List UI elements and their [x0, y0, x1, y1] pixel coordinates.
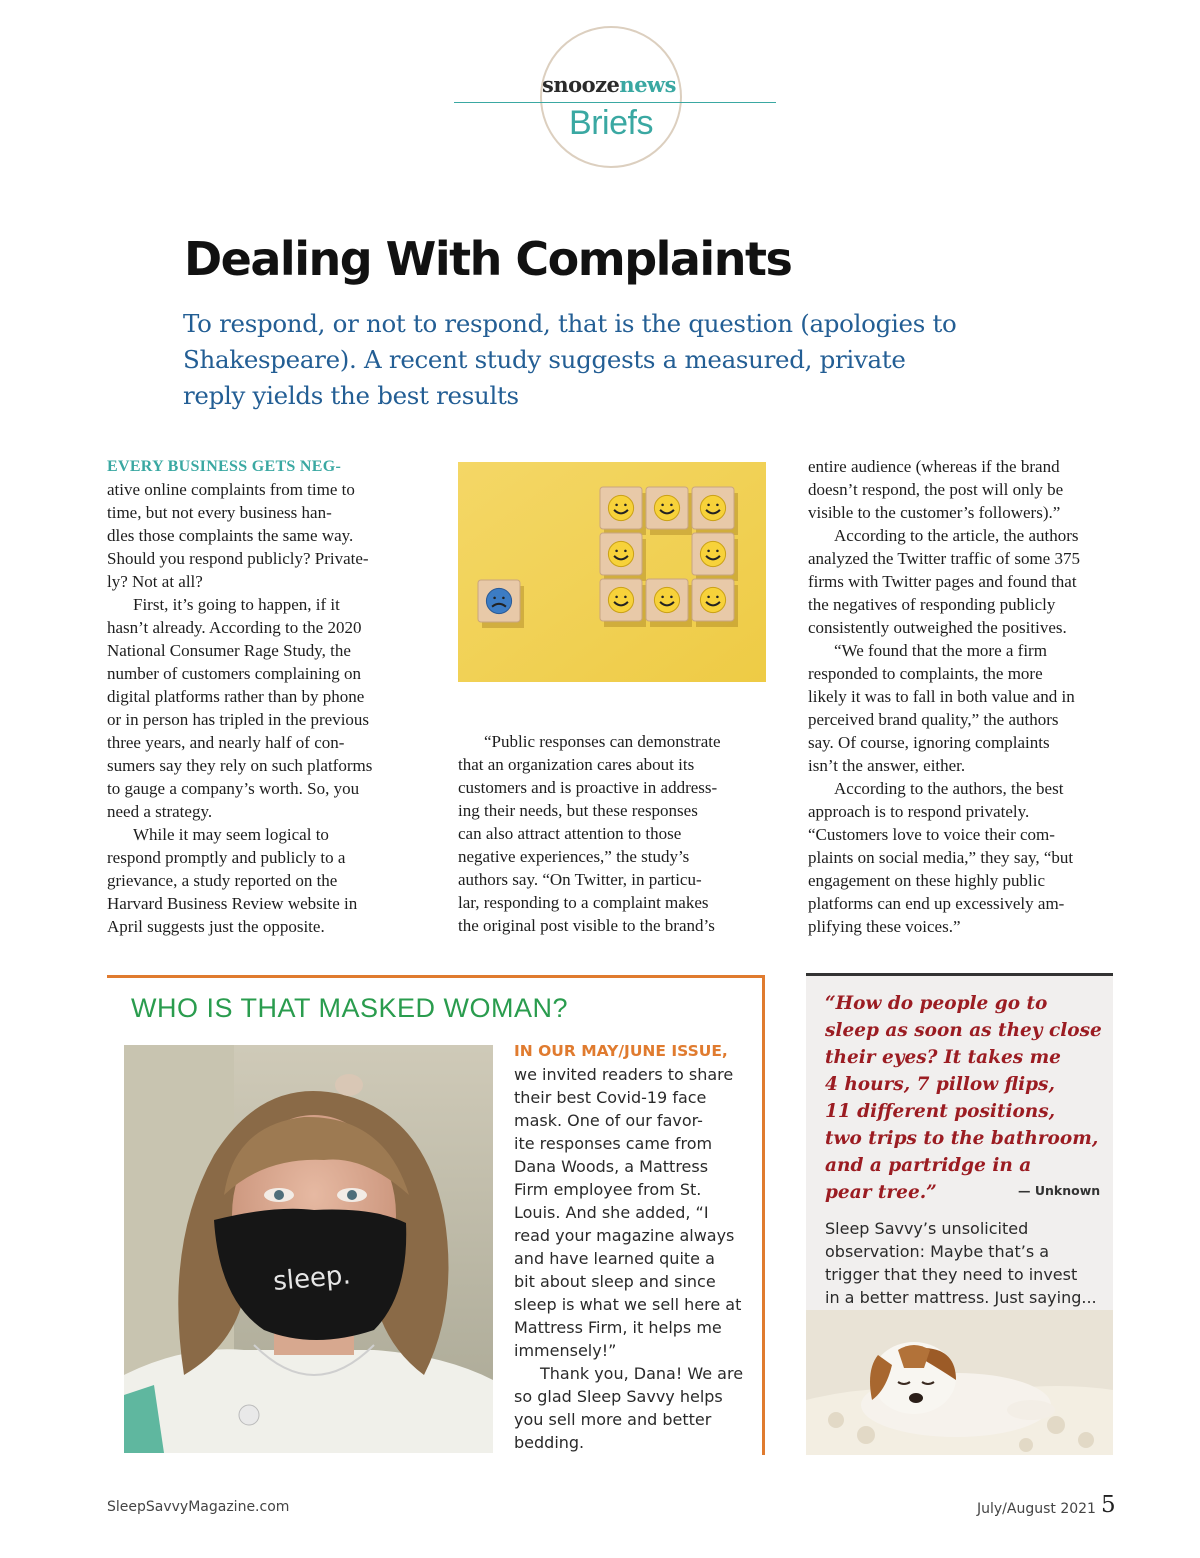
sidebar-line: and have learned quite a	[514, 1249, 715, 1268]
body-line: “Public responses can demonstrate	[484, 732, 721, 751]
body-line: can also attract attention to those	[458, 824, 682, 843]
body-line: need a strategy.	[107, 802, 213, 821]
sidebar-line: Firm employee from St.	[514, 1180, 702, 1199]
smiley-block	[600, 579, 646, 627]
body-line: approach is to respond privately.	[808, 802, 1030, 821]
body-line: Harvard Business Review website in	[107, 894, 358, 913]
body-line: respond promptly and publicly to a	[107, 848, 346, 867]
body-line: digital platforms rather than by phone	[107, 687, 365, 706]
body-line: visible to the customer’s followers).”	[808, 503, 1061, 522]
section-label: Briefs	[569, 104, 653, 142]
quote-line: “How do people go to	[825, 993, 1048, 1014]
smiley-block	[692, 579, 738, 627]
quote-line: sleep as soon as they close	[825, 1020, 1102, 1041]
sidebar-line: bedding.	[514, 1433, 585, 1452]
body-line: responded to complaints, the more	[808, 664, 1043, 683]
observation-line: in a better mattress. Just saying...	[825, 1288, 1097, 1307]
masked-woman-illustration	[124, 1045, 493, 1453]
article-column-2	[458, 730, 778, 937]
body-line: or in person has tripled in the previous	[107, 710, 370, 729]
body-line: ing their needs, but these responses	[458, 801, 698, 820]
sidebar-line: mask. One of our favor-	[514, 1111, 703, 1130]
body-line: platforms can end up excessively am-	[808, 894, 1065, 913]
smiley-block	[646, 579, 692, 627]
masked-woman-text	[514, 1040, 754, 1454]
sidebar-line: we invited readers to share	[514, 1065, 734, 1084]
smiley-block	[600, 533, 646, 581]
smiley-blocks-illustration	[458, 462, 766, 682]
body-line: to gauge a company’s worth. So, you	[107, 779, 360, 798]
mask-print-text: sleep.	[271, 1260, 352, 1297]
body-line: ative online complaints from time to	[107, 480, 355, 499]
body-line: plaints on social media,” they say, “but	[808, 848, 1074, 867]
body-line: According to the article, the authors	[834, 526, 1079, 545]
body-line: isn’t the answer, either.	[808, 756, 966, 775]
body-line: sumers say they rely on such platforms	[107, 756, 373, 775]
footer-website: SleepSavvyMagazine.com	[107, 1499, 290, 1515]
smiley-block	[600, 487, 646, 535]
sidebar-line: Louis. And she added, “I	[514, 1203, 709, 1222]
quote-line: 4 hours, 7 pillow flips,	[825, 1074, 1055, 1095]
masthead-circle	[540, 26, 682, 168]
smiley-block	[692, 533, 738, 581]
body-line: doesn’t respond, the post will only be	[808, 480, 1064, 499]
body-line: the negatives of responding publicly	[808, 595, 1056, 614]
article-lead-in: EVERY BUSINESS GETS NEG-	[107, 458, 342, 475]
body-line: that an organization cares about its	[458, 755, 695, 774]
body-line: engagement on these highly public	[808, 871, 1045, 890]
body-line: likely it was to fall in both value and in	[808, 687, 1075, 706]
body-line: negative experiences,” the study’s	[458, 847, 690, 866]
body-line: authors say. “On Twitter, in particu-	[458, 870, 702, 889]
pull-quote	[825, 990, 1110, 1206]
body-line: Should you respond publicly? Private-	[107, 549, 369, 568]
quote-line: two trips to the bathroom,	[825, 1128, 1099, 1149]
logo-part-snooze: snooze	[542, 72, 620, 97]
puppy-illustration	[806, 1310, 1113, 1455]
sleeping-puppy-photo	[806, 1310, 1113, 1455]
quote-observation	[825, 1217, 1105, 1309]
masked-woman-lead-in: IN OUR MAY/JUNE ISSUE,	[514, 1042, 728, 1060]
body-line: customers and is proactive in address-	[458, 778, 718, 797]
body-line: analyzed the Twitter traffic of some 375	[808, 549, 1080, 568]
sidebar-line: sleep is what we sell here at	[514, 1295, 742, 1314]
body-line: lar, responding to a complaint makes	[458, 893, 709, 912]
masked-woman-title: WHO IS THAT MASKED WOMAN?	[131, 993, 569, 1023]
body-line: the original post visible to the brand’s	[458, 916, 715, 935]
body-line: dles those complaints the same way.	[107, 526, 354, 545]
body-line: three years, and nearly half of con-	[107, 733, 345, 752]
body-line: First, it’s going to happen, if it	[133, 595, 340, 614]
body-line: grievance, a study reported on the	[107, 871, 338, 890]
body-line: firms with Twitter pages and found that	[808, 572, 1077, 591]
body-line: hasn’t already. According to the 2020	[107, 618, 362, 637]
article-deck: To respond, or not to respond, that is the question (apologies to Shakespeare). A recent study suggests a measured, private reply yields the best results	[183, 309, 957, 410]
article-column-1	[107, 455, 427, 938]
quote-attribution: — Unknown	[1018, 1183, 1101, 1198]
sidebar-line: Mattress Firm, it helps me	[514, 1318, 722, 1337]
sidebar-line: immensely!”	[514, 1341, 617, 1360]
body-line: consistently outweighed the positives.	[808, 618, 1067, 637]
sidebar-line: read your magazine always	[514, 1226, 735, 1245]
body-line: ly? Not at all?	[107, 572, 203, 591]
sidebar-line: bit about sleep and since	[514, 1272, 716, 1291]
quote-line: pear tree.”	[825, 1182, 937, 1203]
body-line: National Consumer Rage Study, the	[107, 641, 351, 660]
footer-issue: July/August 2021	[977, 1501, 1096, 1517]
body-line: time, but not every business han-	[107, 503, 332, 522]
body-line: April suggests just the opposite.	[107, 917, 325, 936]
logo-part-news: news	[619, 72, 676, 97]
sidebar-line: so glad Sleep Savvy helps	[514, 1387, 723, 1406]
smiley-blocks-photo	[458, 462, 766, 682]
body-line: perceived brand quality,” the authors	[808, 710, 1059, 729]
sidebar-line: ite responses came from	[514, 1134, 713, 1153]
observation-line: observation: Maybe that’s a	[825, 1242, 1050, 1261]
body-line: entire audience (whereas if the brand	[808, 457, 1060, 476]
page-number: 5	[1101, 1492, 1116, 1518]
quote-line: their eyes? It takes me	[825, 1047, 1061, 1068]
observation-line: trigger that they need to invest	[825, 1265, 1078, 1284]
body-line: “We found that the more a firm	[834, 641, 1047, 660]
observation-line: Sleep Savvy’s unsolicited	[825, 1219, 1029, 1238]
sidebar-line: you sell more and better	[514, 1410, 712, 1429]
quote-line: 11 different positions,	[825, 1101, 1056, 1122]
sidebar-line: Dana Woods, a Mattress	[514, 1157, 709, 1176]
masked-woman-photo	[124, 1045, 493, 1453]
snoozenews-logo	[454, 72, 764, 97]
smiley-block	[692, 487, 738, 535]
sad-block	[478, 580, 524, 628]
body-line: While it may seem logical to	[133, 825, 329, 844]
sidebar-line: their best Covid-19 face	[514, 1088, 707, 1107]
sidebar-line: Thank you, Dana! We are	[540, 1364, 744, 1383]
quote-line: and a partridge in a	[825, 1155, 1032, 1176]
body-line: According to the authors, the best	[834, 779, 1064, 798]
smiley-block	[646, 487, 692, 535]
masthead-rule	[454, 102, 776, 103]
article-headline: Dealing With Complaints	[184, 232, 792, 286]
body-line: number of customers complaining on	[107, 664, 362, 683]
body-line: say. Of course, ignoring complaints	[808, 733, 1050, 752]
article-column-3	[808, 455, 1128, 938]
body-line: “Customers love to voice their com-	[808, 825, 1055, 844]
body-line: plifying these voices.”	[808, 917, 961, 936]
